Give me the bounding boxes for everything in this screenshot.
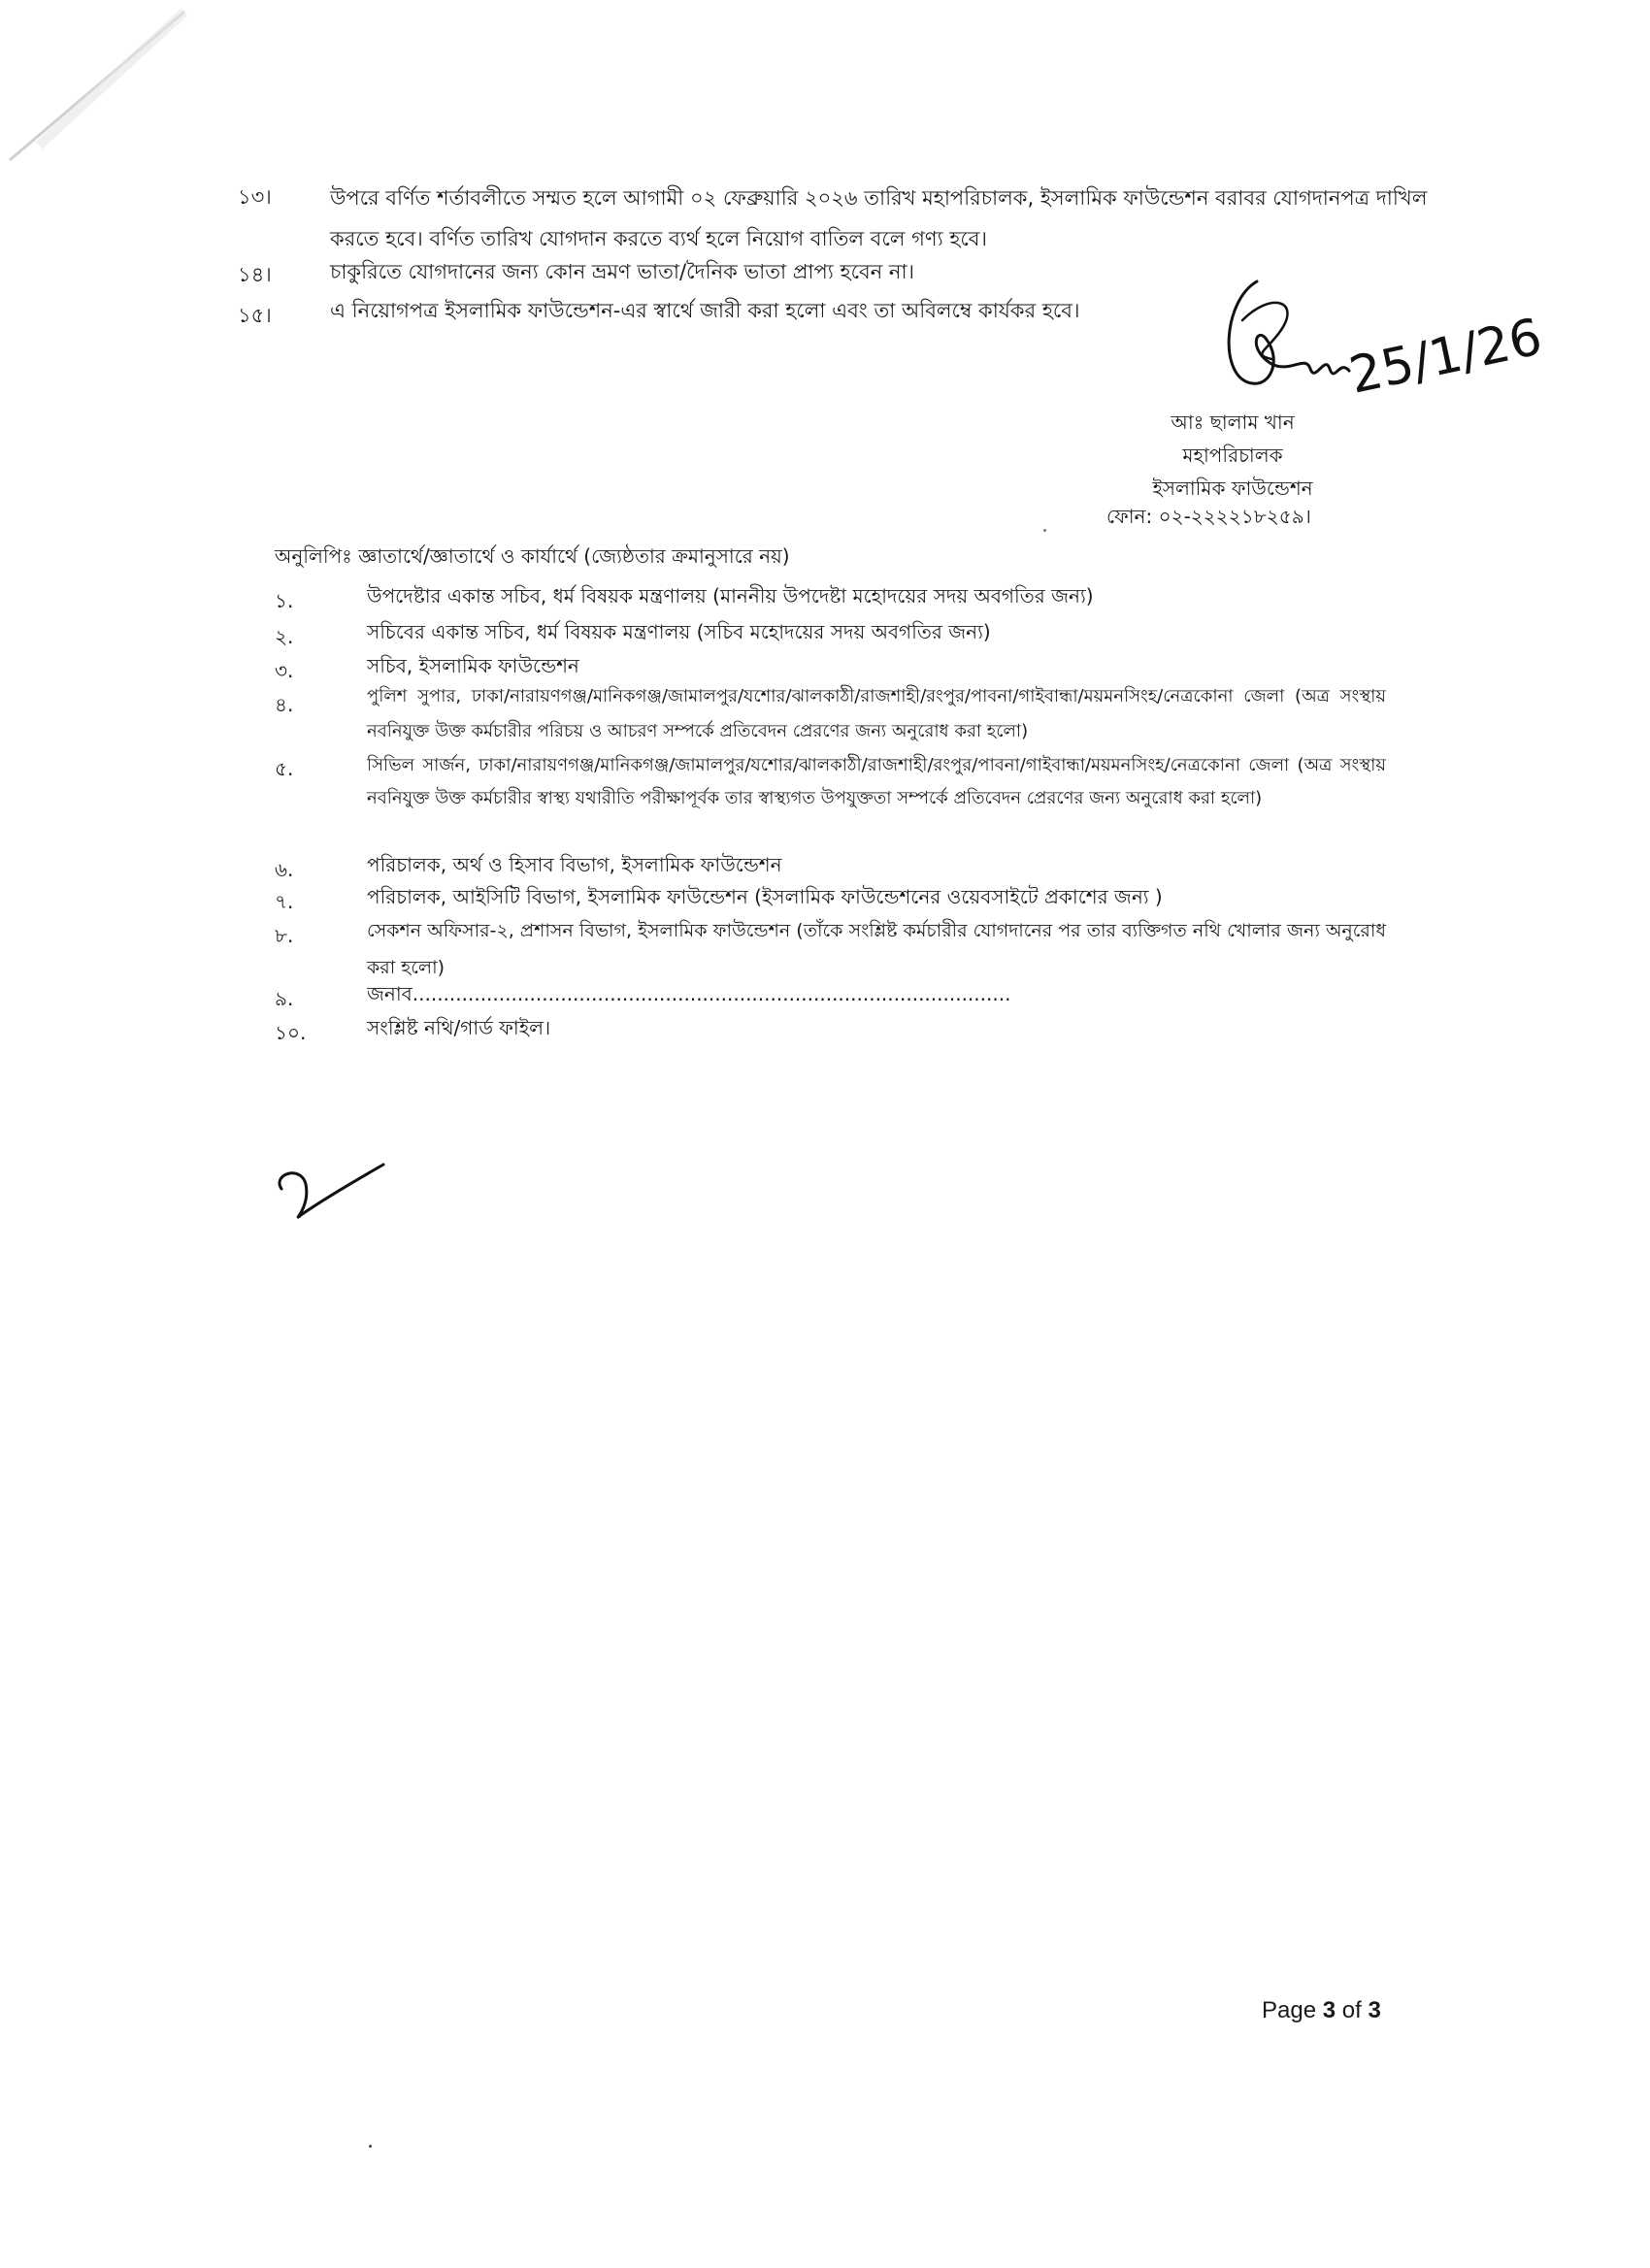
cc-item-text: পরিচালক, আইসিটি বিভাগ, ইসলামিক ফাউন্ডেশন (ইসলামিক ফাউন্ডেশনের ওয়েবসাইটে প্রকাশের জন্য ) xyxy=(367,885,1163,908)
clause-text: চাকুরিতে যোগদানের জন্য কোন ভ্রমণ ভাতা/দৈনিক ভাতা প্রাপ্য হবেন না। xyxy=(330,260,915,283)
cc-item-number: ২. xyxy=(275,625,294,648)
cc-item-text: সচিবের একান্ত সচিব, ধর্ম বিষয়ক মন্ত্রণালয় (সচিব মহোদয়ের সদয় অবগতির জন্য) xyxy=(367,620,991,643)
cc-heading: অনুলিপিঃ জ্ঞাতার্থে/জ্ঞাতার্থে ও কার্যার্থে (জ্যেষ্ঠতার ক্রমানুসারে নয়) xyxy=(275,544,790,568)
cc-item-number: ৯. xyxy=(275,987,294,1010)
signature-image xyxy=(1213,262,1547,427)
clause-text: এ নিয়োগপত্র ইসলামিক ফাউন্ডেশন-এর স্বার্থে জারী করা হলো এবং তা অবিলম্বে কার্যকর হবে। xyxy=(330,299,1080,322)
cc-item-number: ৫. xyxy=(275,757,294,780)
initials-mark xyxy=(262,1155,398,1233)
page-label: Page xyxy=(1262,1997,1323,2023)
cc-item-text: পরিচালক, অর্থ ও হিসাব বিভাগ, ইসলামিক ফাউন্ডেশন xyxy=(367,853,782,876)
cc-item-text: সংশ্লিষ্ট নথি/গার্ড ফাইল। xyxy=(367,1016,551,1039)
page-total: 3 xyxy=(1368,1997,1381,2023)
scan-dot xyxy=(1043,529,1046,532)
page-fold-mark xyxy=(0,0,194,175)
clause-number: ১৩। xyxy=(238,185,272,209)
cc-item-number: ৩. xyxy=(275,659,294,682)
cc-item-text: পুলিশ সুপার, ঢাকা/নারায়ণগঞ্জ/মানিকগঞ্জ/জামালপুর/যশোর/ঝালকাঠী/রাজশাহী/রংপুর/পাবনা/গাইবান্ধা/ময়মনসিংহ/নেত্রকোনা জেলা (অত্র সংস্থায় নবনিযুক্ত উক্ত কর্মচারীর পরিচয় ও আচরণ সম্পর্কে প্রতিবেদন প্রেরণের জন্য অনুরোধ করা হলো) xyxy=(367,686,1386,741)
cc-item-number: ১০. xyxy=(275,1021,307,1044)
cc-item-text: সেকশন অফিসার-২, প্রশাসন বিভাগ, ইসলামিক ফাউন্ডেশন (তাঁকে সংশ্লিষ্ট কর্মচারীর যোগদানের পর তার ব্যক্তিগত নথি খোলার জন্য অনুরোধ করা হলো) xyxy=(367,920,1386,978)
cc-item-number: ৬. xyxy=(275,858,294,881)
cc-item-number: ৭. xyxy=(275,890,294,913)
page-footer xyxy=(1262,1997,1381,2024)
cc-item-text: জনাব................................................................................................. xyxy=(367,982,1011,1005)
clause-number: ১৫। xyxy=(238,304,272,327)
signatory-designation: মহাপরিচালক xyxy=(1182,444,1283,467)
signatory-organization: ইসলামিক ফাউন্ডেশন xyxy=(1152,477,1313,500)
cc-item-number: ১. xyxy=(275,589,294,612)
clause-number: ১৪। xyxy=(238,263,272,286)
cc-item-text: সিভিল সার্জন, ঢাকা/নারায়ণগঞ্জ/মানিকগঞ্জ/জামালপুর/যশোর/ঝালকাঠী/রাজশাহী/রংপুর/পাবনা/গাইবান্ধা/ময়মনসিংহ/নেত্রকোনা জেলা (অত্র সংস্থায় নবনিযুক্ত উক্ত কর্মচারীর স্বাস্থ্য যথারীতি পরীক্ষাপূর্বক তার স্বাস্থ্যগত উপযুক্ততা সম্পর্কে প্রতিবেদন প্রেরণের জন্য অনুরোধ করা হলো) xyxy=(367,755,1386,808)
cc-item-text: সচিব, ইসলামিক ফাউন্ডেশন xyxy=(367,654,579,677)
signature-date: 25/1/26 xyxy=(1344,308,1547,406)
cc-item-number: ৮. xyxy=(275,924,294,947)
cc-item-number: ৪. xyxy=(275,693,294,716)
page-of: of xyxy=(1336,1997,1369,2023)
signatory-name: আঃ ছালাম খান xyxy=(1171,411,1295,434)
clause-text: উপরে বর্ণিত শর্তাবলীতে সম্মত হলে আগামী ০২ ফেব্রুয়ারি ২০২৬ তারিখ মহাপরিচালক, ইসলামিক ফাউন্ডেশন বরাবর যোগদানপত্র দাখিল করতে হবে। বর্ণিত তারিখ যোগদান করতে ব্যর্থ হলে নিয়োগ বাতিল বলে গণ্য হবে। xyxy=(330,186,1428,250)
cc-item-text: উপদেষ্টার একান্ত সচিব, ধর্ম বিষয়ক মন্ত্রণালয় (মাননীয় উপদেষ্টা মহোদয়ের সদয় অবগতির জন্য) xyxy=(367,584,1094,608)
signatory-phone: ফোন: ০২-২২২২১৮২৫৯। xyxy=(1106,505,1311,528)
page-current: 3 xyxy=(1322,1997,1336,2023)
scan-dot xyxy=(369,2145,372,2148)
signatory-block xyxy=(1087,406,1378,505)
